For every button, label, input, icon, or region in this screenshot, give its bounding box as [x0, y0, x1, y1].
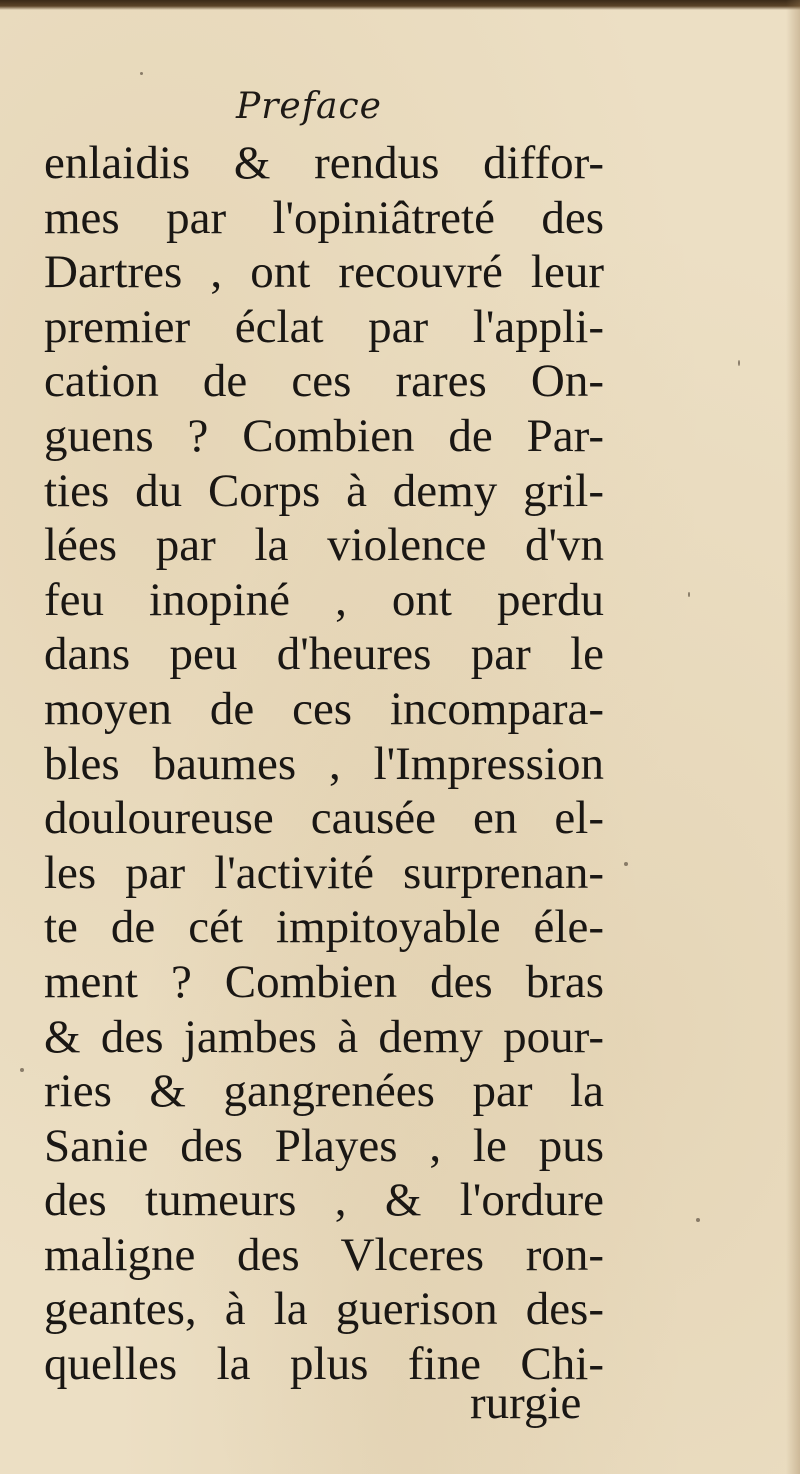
page-top-edge [0, 0, 800, 10]
text-line: bles baumes , l'Impression [44, 737, 604, 790]
text-line: douloureuse causée en el- [44, 792, 604, 845]
text-line: geantes, à la guerison des- [44, 1283, 604, 1336]
text-line: moyen de ces incompara- [44, 682, 604, 735]
text-line: guens ? Combien de Par- [44, 409, 604, 462]
paper-speck [20, 1068, 24, 1072]
page-gutter-shadow [786, 0, 800, 1474]
text-line: des tumeurs , & l'ordure [44, 1174, 604, 1227]
text-line: enlaidis & rendus diffor- [44, 137, 604, 189]
text-line: quelles la plus fine Chi- [44, 1338, 604, 1391]
text-line: les par l'activité surprenan- [44, 846, 604, 899]
paper-speck [140, 72, 143, 75]
text-line: & des jambes à demy pour- [44, 1010, 604, 1063]
paper-speck [624, 862, 628, 866]
body-text [44, 136, 604, 1392]
text-line: feu inopiné , ont perdu [44, 573, 604, 626]
text-line: te de cét impitoyable éle- [44, 901, 604, 954]
text-line: mes par l'opiniâtreté des [44, 191, 604, 244]
text-line: maligne des Vlceres ron- [44, 1228, 604, 1281]
text-line: dans peu d'heures par le [44, 628, 604, 681]
text-line: cation de ces rares On- [44, 355, 604, 408]
text-line: ment ? Combien des bras [44, 955, 604, 1008]
text-line: lées par la violence d'vn [44, 519, 604, 572]
text-line: Dartres , ont recouvré leur [44, 246, 604, 299]
text-line: premier éclat par l'appli- [44, 300, 604, 353]
catchword: rurgie [470, 1377, 582, 1429]
running-head: Preface [236, 86, 382, 127]
text-line: ries & gangrenées par la [44, 1065, 604, 1118]
paper-speck [738, 360, 740, 366]
text-line: Sanie des Playes , le pus [44, 1119, 604, 1172]
paper-speck [696, 1218, 700, 1222]
paper-speck [688, 592, 690, 597]
text-line: ties du Corps à demy gril- [44, 464, 604, 517]
